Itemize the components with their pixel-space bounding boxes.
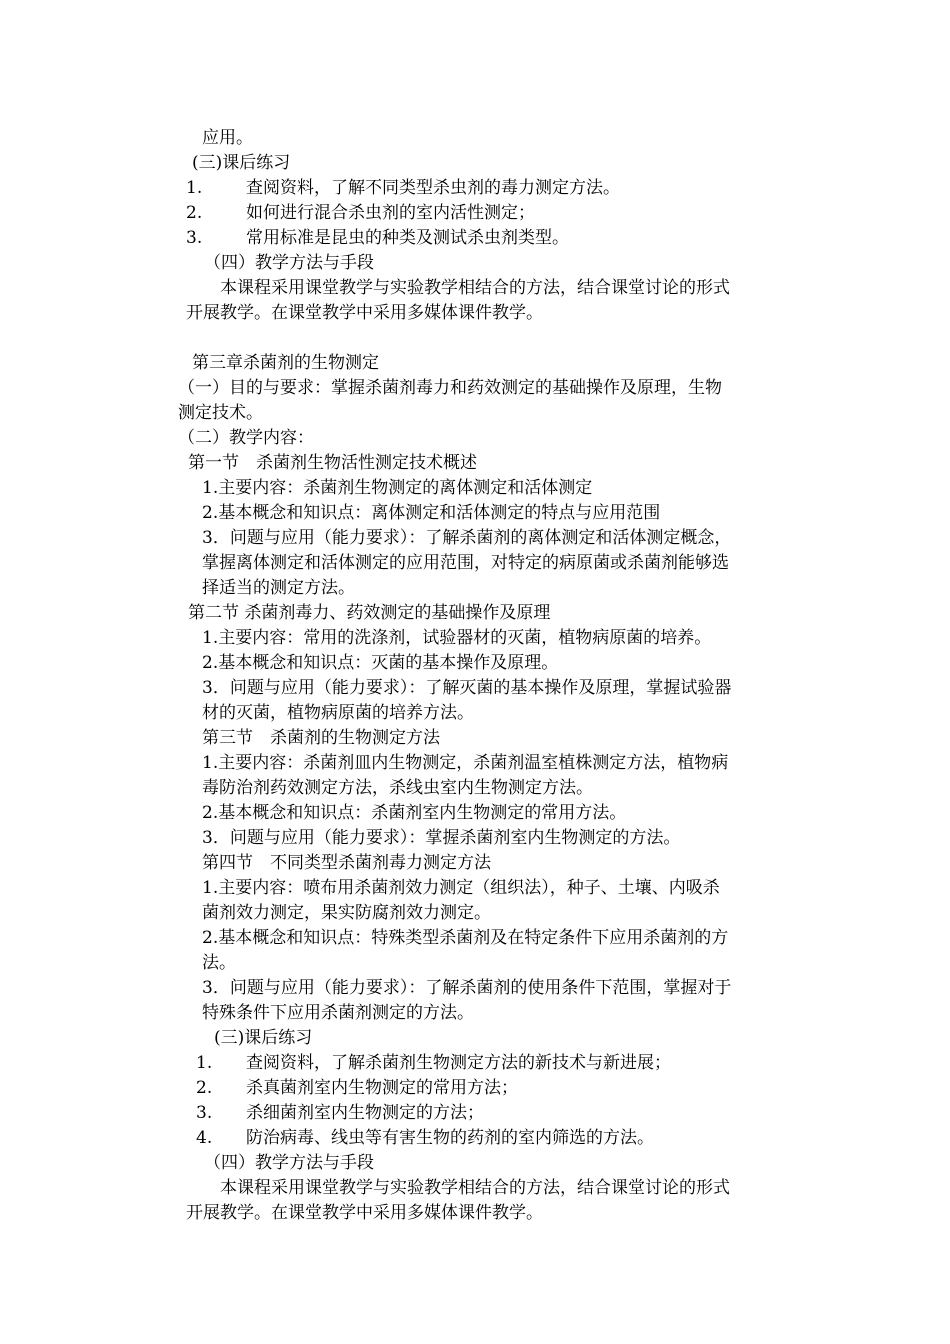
method-paragraph-line: 本课程采用课堂教学与实验教学相结合的方法，结合课堂讨论的形式	[220, 1178, 730, 1198]
item-text: 防治病毒、线虫等有害生物的药剂的室内筛选的方法。	[246, 1128, 654, 1148]
item-number: 4.	[196, 1128, 213, 1148]
section-title: 第一节 杀菌剂生物活性测定技术概述	[188, 453, 477, 473]
item-number: 3.	[196, 1103, 213, 1123]
section-line: 2.基本概念和知识点：离体测定和活体测定的特点与应用范围	[202, 503, 661, 523]
item-text: 查阅资料，了解杀菌剂生物测定方法的新技术与新进展；	[246, 1053, 671, 1073]
section-title: 第四节 不同类型杀菌剂毒力测定方法	[202, 853, 491, 873]
method-heading: （四）教学方法与手段	[204, 1153, 374, 1173]
section-line: 3．问题与应用（能力要求）：掌握杀菌剂室内生物测定的方法。	[202, 828, 681, 848]
goal-line: （一）目的与要求：掌握杀菌剂毒力和药效测定的基础操作及原理，生物	[178, 378, 722, 398]
section-line: 法。	[202, 953, 236, 973]
item-number: 2.	[186, 203, 203, 223]
exercise-item	[196, 1126, 654, 1150]
section-line: 3．问题与应用（能力要求）：了解杀菌剂的离体测定和活体测定概念，	[202, 528, 732, 548]
exercise-item	[186, 176, 620, 200]
exercise-item	[186, 226, 569, 250]
section-line: 1.主要内容：喷布用杀菌剂效力测定（组织法），种子、土壤、内吸杀	[202, 878, 720, 898]
section-line: 3．问题与应用（能力要求）：了解灭菌的基本操作及原理，掌握试验器	[202, 678, 732, 698]
exercise-heading: (三)课后练习	[192, 153, 291, 173]
item-text: 常用标准是昆虫的种类及测试杀虫剂类型。	[246, 228, 569, 248]
item-number: 3.	[186, 228, 203, 248]
item-number: 2.	[196, 1078, 213, 1098]
section-title: 第三节 杀菌剂的生物测定方法	[202, 728, 440, 748]
method-paragraph-line: 开展教学。在课堂教学中采用多媒体课件教学。	[186, 303, 543, 323]
exercise-item	[196, 1076, 518, 1100]
section-line: 3．问题与应用（能力要求）：了解杀菌剂的使用条件下范围，掌握对于	[202, 978, 732, 998]
item-text: 如何进行混合杀虫剂的室内活性测定；	[246, 203, 535, 223]
item-number: 1.	[186, 178, 203, 198]
section-line: 1.主要内容：杀菌剂皿内生物测定，杀菌剂温室植株测定方法，植物病	[202, 753, 729, 773]
section-line: 菌剂效力测定，果实防腐剂效力测定。	[202, 903, 491, 923]
content-heading: （二）教学内容：	[178, 428, 314, 448]
section-line: 2.基本概念和知识点：特殊类型杀菌剂及在特定条件下应用杀菌剂的方	[202, 928, 729, 948]
section-line: 择适当的测定方法。	[202, 578, 355, 598]
continuation-text: 应用。	[202, 128, 253, 148]
section-line: 1.主要内容：杀菌剂生物测定的离体测定和活体测定	[202, 478, 593, 498]
exercise-item	[196, 1051, 671, 1075]
section-line: 2.基本概念和知识点：灭菌的基本操作及原理。	[202, 653, 559, 673]
method-paragraph-line: 开展教学。在课堂教学中采用多媒体课件教学。	[186, 1203, 543, 1223]
exercise-item	[196, 1101, 484, 1125]
section-line: 掌握离体测定和活体测定的应用范围，对特定的病原菌或杀菌剂能够选	[202, 553, 729, 573]
item-text: 杀真菌剂室内生物测定的常用方法；	[246, 1078, 518, 1098]
section-line: 材的灭菌，植物病原菌的培养方法。	[202, 703, 474, 723]
goal-line: 测定技术。	[178, 403, 263, 423]
section-line: 毒防治剂药效测定方法，杀线虫室内生物测定方法。	[202, 778, 593, 798]
item-number: 1.	[196, 1053, 213, 1073]
section-line: 2.基本概念和知识点：杀菌剂室内生物测定的常用方法。	[202, 803, 627, 823]
exercise-heading: (三)课后练习	[214, 1028, 313, 1048]
section-title: 第二节 杀菌剂毒力、药效测定的基础操作及原理	[188, 603, 551, 623]
section-line: 1.主要内容：常用的洗涤剂，试验器材的灭菌，植物病原菌的培养。	[202, 628, 712, 648]
method-paragraph-line: 本课程采用课堂教学与实验教学相结合的方法，结合课堂讨论的形式	[220, 278, 730, 298]
section-line: 特殊条件下应用杀菌剂测定的方法。	[202, 1003, 474, 1023]
exercise-item	[186, 201, 535, 225]
method-heading: （四）教学方法与手段	[204, 253, 374, 273]
item-text: 杀细菌剂室内生物测定的方法；	[246, 1103, 484, 1123]
chapter-title: 第三章杀菌剂的生物测定	[192, 353, 379, 373]
item-text: 查阅资料，了解不同类型杀虫剂的毒力测定方法。	[246, 178, 620, 198]
